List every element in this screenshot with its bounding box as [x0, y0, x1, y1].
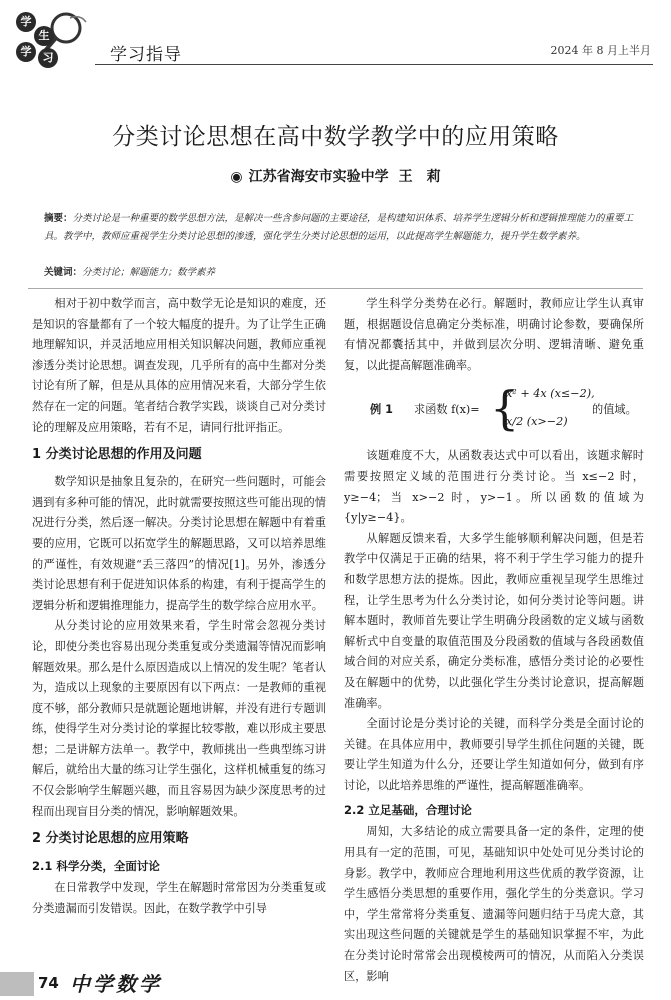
logo-char-4: 习	[38, 48, 58, 68]
keywords-label: 关键词：	[44, 267, 83, 278]
paragraph: 该题难度不大，从函数表达式中可以看出，该题求解时需要按照定义域的范围进行分类讨论。当 x≤−2 时，y≥−4；当 x>−2 时，y>−1。所以函数的值域为{y|y≥−4}。	[344, 449, 644, 525]
left-column	[32, 294, 326, 919]
subsection-heading-2-2: 2.2 立足基础，合理讨论	[344, 803, 472, 818]
example-1	[344, 380, 644, 442]
paragraph: 学生科学分类势在必行。解题时，教师应让学生认真审题，根据题设信息确定分类标准，明确讨论参数，要确保所有情况都囊括其中，并做到层次分明、逻辑清晰、避免重复，以此提高解题准确率。	[344, 297, 644, 372]
magazine-name: 中学数学	[70, 972, 162, 996]
example-label: 例 1	[370, 403, 393, 417]
example-prompt: 求函数 f(x)=	[414, 403, 480, 417]
paragraph: 从解题反馈来看，大多学生能够顺利解决问题，但是若教学中仅满足于正确的结果，将不利于学生学习能力的提升和数学思想方法的提炼。因此，教师应重视呈现学生思维过程，让学生思考为什么分类讨论，如何分类讨论等问题。讲解本题时，教师首先要让学生明确分段函数的定义域与函数解析式中自变量的取值范围及分段函数的值域与各段函数值域合间的对应关系，确定分类标准，感悟分类讨论的必要性及在解题中的优势，以此强化学生分类讨论意识，提高解题准确率。	[344, 531, 644, 710]
bullet-icon: ◉	[230, 169, 243, 185]
header-divider	[95, 64, 653, 65]
example-suffix: 的值域。	[592, 403, 637, 417]
keywords	[44, 266, 644, 280]
author-name: 王 莉	[398, 169, 441, 185]
paragraph: 在日常教学中发现，学生在解题时常常因为分类重复或分类遗漏而引发错误。因此，在数学教学中引导	[32, 881, 326, 915]
paragraph: 全面讨论是分类讨论的关键，而科学分类是全面讨论的关键。在具体应用中，教师要引导学生抓住问题的关键，既要让学生知道为什么分，还要让学生知道如何分，做到有序讨论，以此培养思维的严谨性，提高解题准确率。	[344, 717, 644, 792]
article-title: 分类讨论思想在高中数学教学中的应用策略	[112, 124, 559, 150]
issue-date: 2024 年 8 月上半月	[550, 44, 651, 57]
abstract-divider	[28, 288, 643, 289]
logo-char-3: 学	[16, 42, 36, 62]
paragraph: 数学知识是抽象且复杂的，在研究一些问题时，可能会遇到有多种可能的情况，此时就需要按照这些可能出现的情况进行分类，然后逐一解决。分类讨论思想在解题中有着重要的应用，它既可以拓宽学生的解题思路，又可以培养思维的严谨性，有效规避“丢三落四”的情况[1]。另外，渗透分类讨论思想有利于促进知识体系的构建，有利于提高学生的逻辑分析和逻辑推理能力，提高学生的数学综合应用水平。	[32, 475, 326, 612]
logo-char-1: 学	[16, 12, 36, 32]
piecewise-case-1: x² + 4x (x≤−2),	[506, 387, 595, 401]
page-number: 74	[38, 974, 59, 992]
logo-char-2: 生	[34, 26, 54, 46]
abstract	[44, 210, 644, 246]
section-title: 学习指导	[110, 45, 182, 65]
keywords-text: 分类讨论；解题能力；数学素养	[82, 267, 216, 278]
piecewise-case-2: x/2 (x>−2)	[506, 415, 568, 429]
section-heading-1: 1 分类讨论思想的作用及问题	[32, 447, 202, 463]
abstract-label: 摘要：	[44, 213, 73, 224]
author-line	[0, 166, 671, 186]
abstract-text: 分类讨论是一种重要的数学思想方法，是解决一些含参问题的主要途径，是构建知识体系、培养学生逻辑分析和逻辑推理能力的重要工具。教学中，教师应重视学生分类讨论思想的渗透，强化学生分类讨论思想的运用，以此提高学生解题能力，提升学生数学素养。	[44, 213, 634, 242]
footer-bar	[0, 972, 34, 996]
page-header	[0, 0, 671, 70]
subsection-heading-2-1: 2.1 科学分类，全面讨论	[32, 859, 160, 874]
author-affiliation: 江苏省海安市实验中学	[248, 169, 389, 185]
intro-paragraph: 相对于初中数学而言，高中数学无论是知识的难度，还是知识的容量都有了一个较大幅度的提升。为了让学生正确地理解知识，并灵活地应用相关知识解决问题，教师应重视渗透分类讨论思想。调查发现，几乎所有的高中生都对分类讨论有所了解，但是从具体的应用情况来看，大部分学生依然存在一定的问题。笔者结合教学实践，谈谈自己对分类讨论的理解及应用策略，若有不足，请同行批评指正。	[32, 297, 326, 434]
right-column	[344, 294, 644, 987]
paragraph: 周知，大多结论的成立需要具备一定的条件，定理的使用具有一定的范围，可见，基础知识中处处可见分类讨论的身影。教学中，教师应合理地利用这些优质的教学资源，让学生感悟分类思想的重要作用，强化学生的分类意识。学习中，学生常常将分类重复、遗漏等问题归结于马虎大意，其实出现这些问题的关键就是学生的基础知识掌握不牢，为此在分类讨论时常常会出现模棱两可的情况，从而陷入分类误区，影响	[344, 825, 644, 983]
brace-icon: {	[490, 381, 520, 436]
paragraph: 从分类讨论的应用效果来看，学生时常会忽视分类讨论，即使分类也容易出现分类重复或分类遗漏等情况而影响解题效果。那么是什么原因造成以上情况的发生呢？笔者认为，造成以上现象的主要原因有以下两点：一是教师的重视度不够，部分教师只是就题论题地讲解，并没有进行专题训练，使得学生对分类讨论的掌握比较零散，难以形成主要思想；二是讲解方法单一。教学中，教师挑出一些典型练习讲解后，就给出大量的练习让学生强化，这样机械重复的练习不仅会影响学生解题兴趣，而且容易因为缺少深度思考的过程而出现盲目分类的情况，影响解题效果。	[32, 619, 326, 818]
magazine-logo	[8, 4, 104, 66]
section-heading-2: 2 分类讨论思想的应用策略	[32, 831, 189, 847]
